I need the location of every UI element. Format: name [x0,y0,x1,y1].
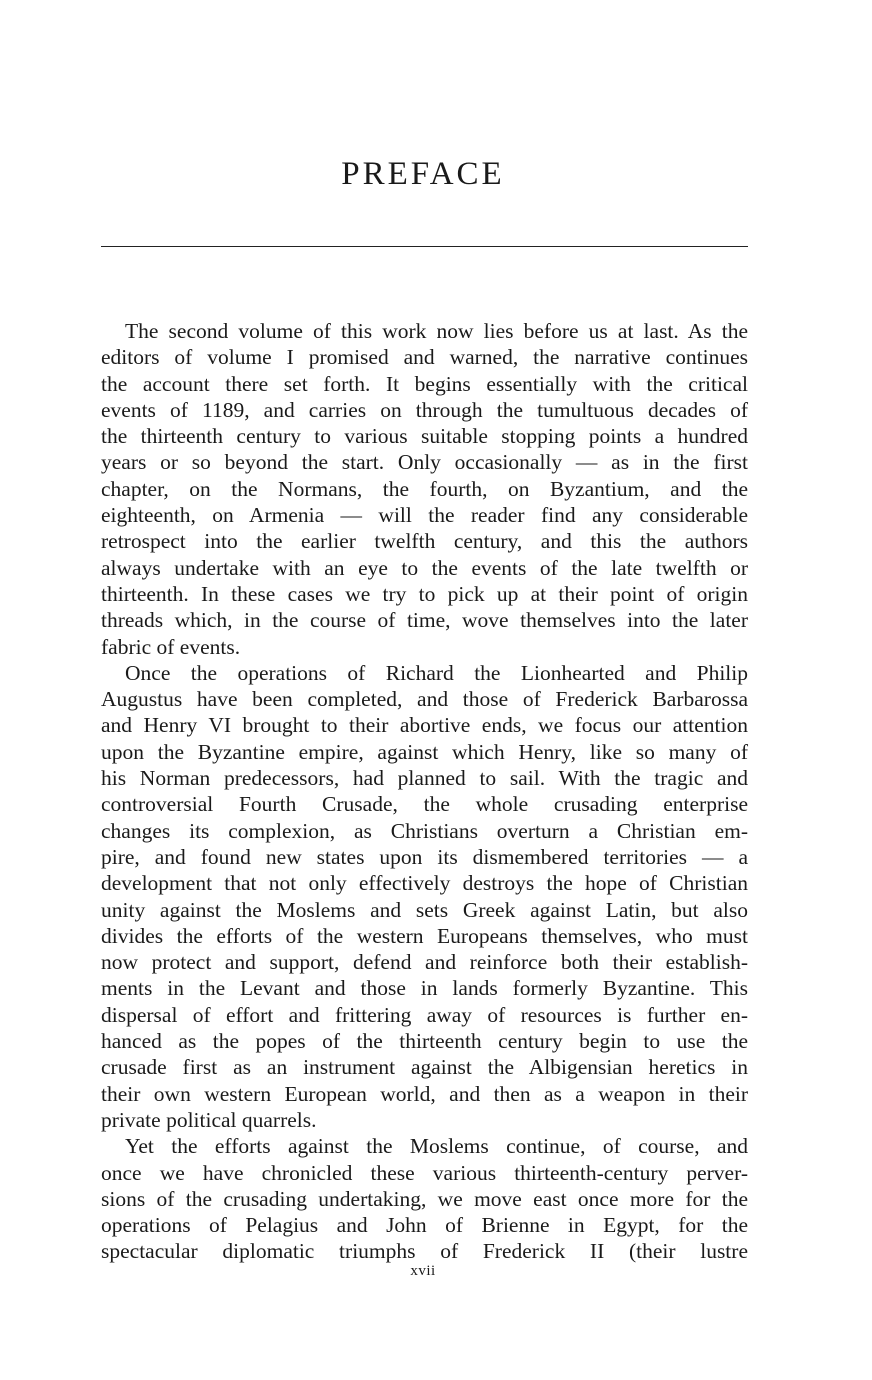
text-line: always undertake with an eye to the events of the late twelfth or [101,555,748,580]
text-line: editors of volume I promised and warned, the narrative continues [101,345,748,370]
text-line: unity against the Moslems and sets Greek against Latin, but also [101,897,748,922]
text-line: divides the efforts of the western Europeans themselves, who must [101,923,748,948]
text-line: their own western European world, and then as a weapon in their [101,1081,748,1106]
text-line: pire, and found new states upon its dismembered territories — a [101,844,748,869]
text-line: the thirteenth century to various suitable stopping points a hundred [101,424,748,449]
text-line: events of 1189, and carries on through the tumultuous decades of [101,397,748,422]
text-line: hanced as the popes of the thirteenth century begin to use the [101,1029,748,1054]
text-line: and Henry VI brought to their abortive ends, we focus our attention [101,713,748,738]
text-line: changes its complexion, as Christians overturn a Christian em- [101,818,748,843]
text-line: Yet the efforts against the Moslems continue, of course, and [125,1134,748,1159]
text-line: threads which, in the course of time, wove themselves into the later [101,608,748,633]
text-line: The second volume of this work now lies before us at last. As the [125,319,748,343]
text-line: sions of the crusading undertaking, we move east once more for the [101,1186,748,1211]
preface-body [101,318,748,1265]
text-line: chapter, on the Normans, the fourth, on Byzantium, and the [101,476,748,501]
page-title: PREFACE [341,156,505,192]
text-line: years or so beyond the start. Only occasionally — as in the first [101,450,748,475]
text-line: spectacular diplomatic triumphs of Frederick II (their lustre [101,1239,748,1264]
text-line: eighteenth, on Armenia — will the reader find any considerable [101,503,748,528]
text-line: fabric of events. [101,634,241,659]
text-line: crusade first as an instrument against the Albigensian heretics in [101,1055,748,1080]
text-line: controversial Fourth Crusade, the whole crusading enterprise [101,792,748,817]
text-line: development that not only effectively destroys the hope of Christian [101,871,748,896]
text-line: his Norman predecessors, had planned to sail. With the tragic and [101,766,748,791]
text-line: thirteenth. In these cases we try to pick up at their point of origin [101,581,748,606]
text-line: ments in the Levant and those in lands formerly Byzantine. This [101,976,748,1001]
text-line: once we have chronicled these various thirteenth-century perver- [101,1160,748,1185]
title-rule [101,246,748,247]
text-line: private political quarrels. [101,1107,317,1132]
text-line: dispersal of effort and frittering away of resources is further en- [101,1002,748,1027]
text-line: Augustus have been completed, and those of Frederick Barbarossa [101,687,748,712]
page-number: xvii [410,1263,436,1279]
text-line: upon the Byzantine empire, against which Henry, like so many of [101,739,748,764]
text-line: Once the operations of Richard the Lionhearted and Philip [125,660,748,685]
text-line: operations of Pelagius and John of Brienne in Egypt, for the [101,1213,748,1238]
text-line: the account there set forth. It begins essentially with the critical [101,371,748,396]
text-line: retrospect into the earlier twelfth century, and this the authors [101,529,748,554]
text-line: now protect and support, defend and reinforce both their establish- [101,950,748,975]
